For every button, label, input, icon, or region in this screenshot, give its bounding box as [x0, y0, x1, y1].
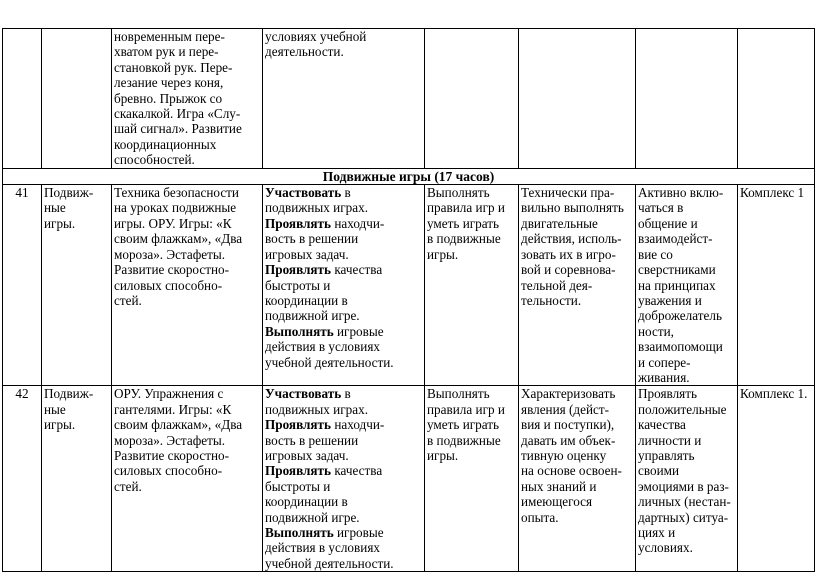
activity-text: действия в условиях	[265, 339, 380, 355]
activity-text: вость в решении	[265, 432, 359, 448]
activity-line	[265, 262, 422, 277]
text-line: Техника безопасности	[114, 185, 239, 201]
cell-subject	[425, 386, 519, 572]
activity-line	[265, 556, 422, 571]
text-line: тельности.	[521, 292, 582, 308]
text-line: ные	[44, 200, 66, 216]
activity-line	[265, 433, 422, 448]
cell-meta	[519, 185, 636, 386]
cell-complex	[738, 29, 815, 169]
text-line: правила игр и	[427, 200, 505, 216]
activity-line	[265, 324, 422, 339]
activity-text: подвижных играх.	[265, 200, 368, 216]
text-line: лезание через коня,	[114, 75, 224, 91]
text-line: ности,	[638, 323, 674, 339]
cell-personal	[636, 185, 738, 386]
cell-meta	[519, 29, 636, 169]
text-line: Подвиж-	[44, 185, 94, 201]
text-line: силовых способно-	[114, 277, 223, 293]
activity-line	[265, 200, 422, 215]
cell-complex: Комплекс 1	[738, 185, 815, 386]
activity-verb: Проявлять	[265, 463, 332, 479]
activity-line	[265, 308, 422, 323]
activity-text: действия в условиях	[265, 540, 380, 556]
text-line: Подвиж-	[44, 386, 94, 402]
activity-line	[265, 231, 422, 246]
text-line: игры.	[44, 417, 76, 433]
cell-personal	[636, 29, 738, 169]
table-row-continued	[3, 29, 815, 169]
text-line: явления (дейст-	[521, 401, 610, 417]
text-line: действия, исполь-	[521, 231, 622, 247]
cell-subject	[425, 29, 519, 169]
text-line: стей.	[114, 478, 142, 494]
text-line: в подвижные	[427, 432, 501, 448]
cell-num	[3, 29, 42, 169]
cell-subject	[425, 185, 519, 386]
text-line: управлять	[638, 447, 695, 463]
text-line: доброжелатель	[638, 308, 722, 324]
cell-activity	[263, 185, 425, 386]
activity-verb: Проявлять	[265, 262, 332, 278]
activity-text: игровые	[333, 323, 384, 339]
lesson-plan-table	[2, 28, 815, 572]
text-line: давать им объек-	[521, 432, 616, 448]
text-line: мороза». Эстафеты.	[114, 432, 226, 448]
activity-text: игровые	[333, 525, 384, 540]
activity-line	[265, 463, 422, 478]
cell-topic	[42, 386, 112, 572]
text-line: уметь играть	[427, 215, 500, 231]
activity-text: подвижной игре.	[265, 308, 360, 324]
text-line: гантелями. Игры: «К	[114, 401, 232, 417]
activity-text: вость в решении	[265, 231, 359, 247]
text-line: зовать их в игро-	[521, 246, 616, 262]
cell-meta	[519, 386, 636, 572]
text-line: имеющегося	[521, 494, 593, 510]
text-line: живания.	[638, 369, 690, 385]
text-line: на уроках подвижные	[114, 200, 237, 216]
text-line: вие со	[638, 246, 673, 262]
section-header-row	[3, 168, 815, 184]
text-line: Выполнять	[427, 386, 490, 402]
activity-text: подвижных играх.	[265, 401, 368, 417]
text-line: своими	[638, 463, 680, 479]
text-line: общение и	[638, 215, 698, 231]
text-line: способностей.	[114, 152, 195, 168]
text-line: становкой рук. Пере-	[114, 59, 233, 75]
text-line: сверстниками	[638, 262, 716, 278]
activity-text: качества	[331, 262, 383, 278]
activity-line	[265, 402, 422, 417]
text-line: своим флажкам», «Два	[114, 231, 243, 247]
cell-content	[112, 185, 263, 386]
activity-line	[265, 417, 422, 432]
activity-line	[265, 293, 422, 308]
cell-complex: Комплекс 1.	[738, 386, 815, 572]
text-line: опыта.	[521, 509, 559, 525]
text-line: личности и	[638, 432, 702, 448]
text-line: циях и	[638, 525, 676, 540]
activity-text: быстроты и	[265, 277, 331, 293]
text-line: качества	[638, 417, 686, 433]
text-line: дартных) ситуа-	[638, 509, 729, 525]
text-line: хватом рук и пере-	[114, 44, 219, 60]
text-line: бревно. Прыжок со	[114, 90, 223, 106]
activity-verb: Проявлять	[265, 417, 332, 433]
text-line: вильно выполнять	[521, 200, 624, 216]
activity-text: в	[341, 386, 351, 402]
activity-line	[265, 355, 422, 370]
text-line: вия и поступки),	[521, 417, 615, 433]
cell-personal	[636, 386, 738, 572]
activity-verb: Выполнять	[265, 323, 334, 339]
table-row	[3, 185, 815, 386]
text-line: деятельности.	[265, 44, 344, 60]
text-line: взаимодейст-	[638, 231, 713, 247]
text-line: силовых способно-	[114, 463, 223, 479]
text-line: тельной дея-	[521, 277, 593, 293]
text-line: тивную оценку	[521, 447, 607, 463]
activity-verb: Проявлять	[265, 215, 332, 231]
text-line: правила игр и	[427, 401, 505, 417]
activity-line	[265, 525, 422, 540]
cell-content	[112, 386, 263, 572]
text-line: эмоциями в раз-	[638, 478, 729, 494]
text-line: стей.	[114, 292, 142, 308]
text-line: в подвижные	[427, 231, 501, 247]
text-line: своим флажкам», «Два	[114, 417, 243, 433]
activity-line	[265, 339, 422, 354]
activity-text: в	[341, 185, 351, 201]
activity-text: координации в	[265, 494, 348, 510]
activity-line	[265, 216, 422, 231]
cell-num: 41	[3, 185, 42, 386]
text-line: новременным пере-	[114, 29, 225, 44]
cell-num: 42	[3, 386, 42, 572]
activity-text: быстроты и	[265, 478, 331, 494]
activity-line	[265, 540, 422, 555]
activity-line	[265, 479, 422, 494]
table-row	[3, 386, 815, 572]
activity-line	[265, 247, 422, 262]
section-title: Подвижные игры (17 часов)	[3, 168, 815, 184]
activity-line	[265, 494, 422, 509]
text-line: Проявлять	[638, 386, 698, 402]
activity-text: учебной деятельности.	[265, 354, 394, 370]
text-line: ОРУ. Упражнения с	[114, 386, 224, 402]
activity-text: качества	[331, 463, 383, 479]
text-line: Выполнять	[427, 185, 490, 201]
activity-line	[265, 386, 422, 401]
text-line: на принципах	[638, 277, 716, 293]
activity-text: координации в	[265, 292, 348, 308]
text-line: личных (нестан-	[638, 494, 731, 510]
cell-activity	[263, 386, 425, 572]
activity-text: подвижной игре.	[265, 509, 360, 525]
text-line: шай сигнал». Развитие	[114, 121, 242, 137]
text-line: Характеризовать	[521, 386, 616, 402]
activity-text: игровых задач.	[265, 447, 349, 463]
text-line: ные	[44, 401, 66, 417]
activity-text: учебной деятельности.	[265, 555, 394, 571]
text-line: на основе освоен-	[521, 463, 622, 479]
text-line: положительные	[638, 401, 727, 417]
cell-activity	[263, 29, 425, 169]
text-line: Развитие скоростно-	[114, 447, 230, 463]
text-line: игры. ОРУ. Игры: «К	[114, 215, 232, 231]
text-line: ных знаний и	[521, 478, 597, 494]
text-line: мороза». Эстафеты.	[114, 246, 226, 262]
text-line: вой и соревнова-	[521, 262, 616, 278]
text-line: и сопере-	[638, 354, 691, 370]
text-line: Активно вклю-	[638, 185, 724, 201]
cell-content	[112, 29, 263, 169]
text-line: условиях.	[638, 540, 693, 556]
cell-topic	[42, 185, 112, 386]
text-line: игры.	[427, 447, 459, 463]
activity-text: находчи-	[331, 417, 385, 433]
activity-line	[265, 278, 422, 293]
activity-text: игровых задач.	[265, 246, 349, 262]
text-line: двигательные	[521, 215, 598, 231]
activity-verb: Выполнять	[265, 525, 334, 540]
text-line: Развитие скоростно-	[114, 262, 230, 278]
text-line: координационных	[114, 136, 217, 152]
activity-line	[265, 510, 422, 525]
text-line: уметь играть	[427, 417, 500, 433]
activity-verb: Участвовать	[265, 185, 342, 201]
text-line: условиях учебной	[265, 29, 367, 44]
text-line: скакалкой. Игра «Слу-	[114, 106, 241, 122]
activity-verb: Участвовать	[265, 386, 342, 402]
activity-line	[265, 185, 422, 200]
activity-line	[265, 448, 422, 463]
text-line: уважения и	[638, 292, 702, 308]
text-line: чаться в	[638, 200, 684, 216]
text-line: Технически пра-	[521, 185, 615, 201]
cell-topic	[42, 29, 112, 169]
text-line: игры.	[44, 215, 76, 231]
text-line: игры.	[427, 246, 459, 262]
activity-text: находчи-	[331, 215, 385, 231]
text-line: взаимопомощи	[638, 339, 723, 355]
